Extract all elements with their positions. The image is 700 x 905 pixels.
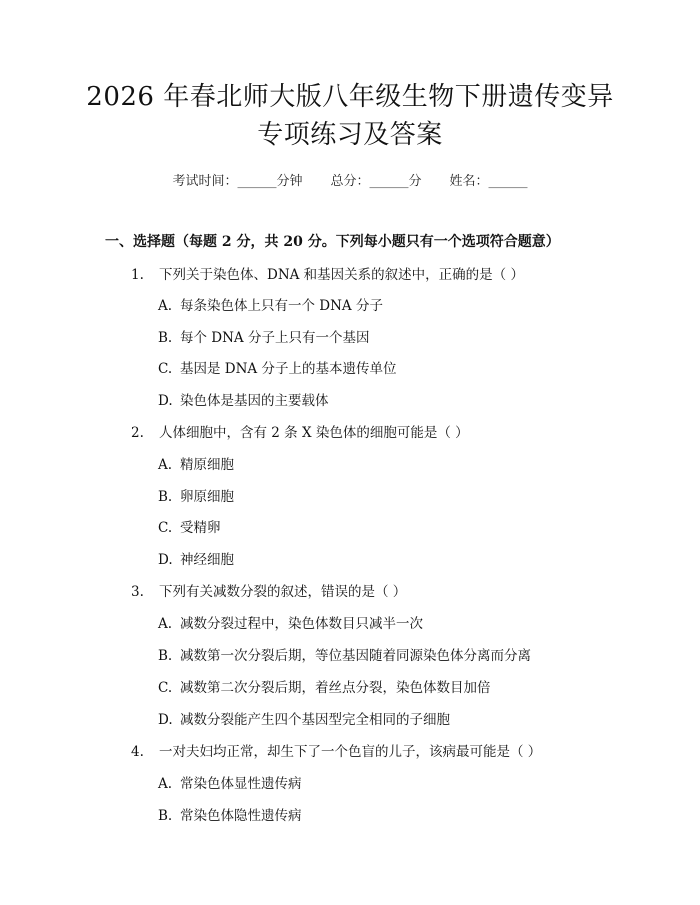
option-1b bbox=[158, 326, 369, 346]
option-text: 卵原细胞 bbox=[180, 489, 234, 505]
option-label: C. bbox=[158, 520, 173, 536]
option-label: A. bbox=[158, 298, 173, 314]
option-text: 减数分裂过程中，染色体数目只减半一次 bbox=[180, 616, 423, 632]
option-1c bbox=[158, 357, 396, 377]
option-text: 每条染色体上只有一个 DNA 分子 bbox=[180, 298, 383, 314]
option-4b bbox=[158, 804, 302, 824]
question-number: 1. bbox=[131, 267, 144, 283]
option-label: B. bbox=[158, 648, 173, 664]
option-text: 染色体是基因的主要载体 bbox=[180, 393, 329, 409]
option-2b bbox=[158, 485, 234, 505]
option-text: 神经细胞 bbox=[180, 552, 234, 568]
option-2c bbox=[158, 516, 221, 536]
option-label: A. bbox=[158, 776, 173, 792]
question-text: 人体细胞中，含有 2 条 X 染色体的细胞可能是（ ） bbox=[159, 425, 469, 441]
option-text: 常染色体隐性遗传病 bbox=[180, 808, 302, 824]
name-field: 姓名：______ bbox=[449, 174, 528, 189]
option-text: 受精卵 bbox=[180, 520, 221, 536]
option-text: 减数第二次分裂后期，着丝点分裂，染色体数目加倍 bbox=[180, 680, 491, 696]
question-1 bbox=[131, 263, 524, 283]
option-label: B. bbox=[158, 330, 173, 346]
option-1d bbox=[158, 389, 329, 409]
total-score-field: 总分：______分 bbox=[330, 174, 422, 189]
option-label: B. bbox=[158, 489, 173, 505]
option-label: D. bbox=[158, 712, 173, 728]
title-line-2: 专项练习及答案 bbox=[257, 120, 443, 150]
option-text: 常染色体显性遗传病 bbox=[180, 776, 302, 792]
question-text: 一对夫妇均正常，却生下了一个色盲的儿子，该病最可能是（ ） bbox=[159, 744, 542, 760]
exam-meta-line bbox=[0, 170, 700, 189]
option-label: C. bbox=[158, 361, 173, 377]
option-label: D. bbox=[158, 552, 173, 568]
option-3d bbox=[158, 708, 450, 728]
option-2d bbox=[158, 548, 234, 568]
section-heading: 一、选择题（每题 2 分，共 20 分。下列每小题只有一个选项符合题意） bbox=[105, 234, 560, 250]
option-text: 精原细胞 bbox=[180, 457, 234, 473]
question-3 bbox=[131, 580, 406, 600]
option-label: A. bbox=[158, 616, 173, 632]
question-number: 3. bbox=[131, 584, 144, 600]
option-4a bbox=[158, 772, 302, 792]
option-3c bbox=[158, 676, 491, 696]
option-label: B. bbox=[158, 808, 173, 824]
question-text: 下列有关减数分裂的叙述，错误的是（ ） bbox=[159, 584, 407, 600]
option-text: 每个 DNA 分子上只有一个基因 bbox=[180, 330, 370, 346]
question-number: 4. bbox=[131, 744, 144, 760]
question-number: 2. bbox=[131, 425, 144, 441]
option-text: 基因是 DNA 分子上的基本遗传单位 bbox=[180, 361, 397, 377]
question-text: 下列关于染色体、DNA 和基因关系的叙述中，正确的是（ ） bbox=[159, 267, 524, 283]
question-2 bbox=[131, 421, 469, 441]
option-3a bbox=[158, 612, 423, 632]
exam-time-field: 考试时间：______分钟 bbox=[172, 174, 303, 189]
option-2a bbox=[158, 453, 234, 473]
option-label: D. bbox=[158, 393, 173, 409]
option-text: 减数第一次分裂后期，等位基因随着同源染色体分离而分离 bbox=[180, 648, 531, 664]
option-label: A. bbox=[158, 457, 173, 473]
question-4 bbox=[131, 740, 541, 760]
title-line-1: 2026 年春北师大版八年级生物下册遗传变异 bbox=[86, 82, 614, 112]
option-label: C. bbox=[158, 680, 173, 696]
option-3b bbox=[158, 644, 531, 664]
option-text: 减数分裂能产生四个基因型完全相同的子细胞 bbox=[180, 712, 450, 728]
option-1a bbox=[158, 294, 383, 314]
